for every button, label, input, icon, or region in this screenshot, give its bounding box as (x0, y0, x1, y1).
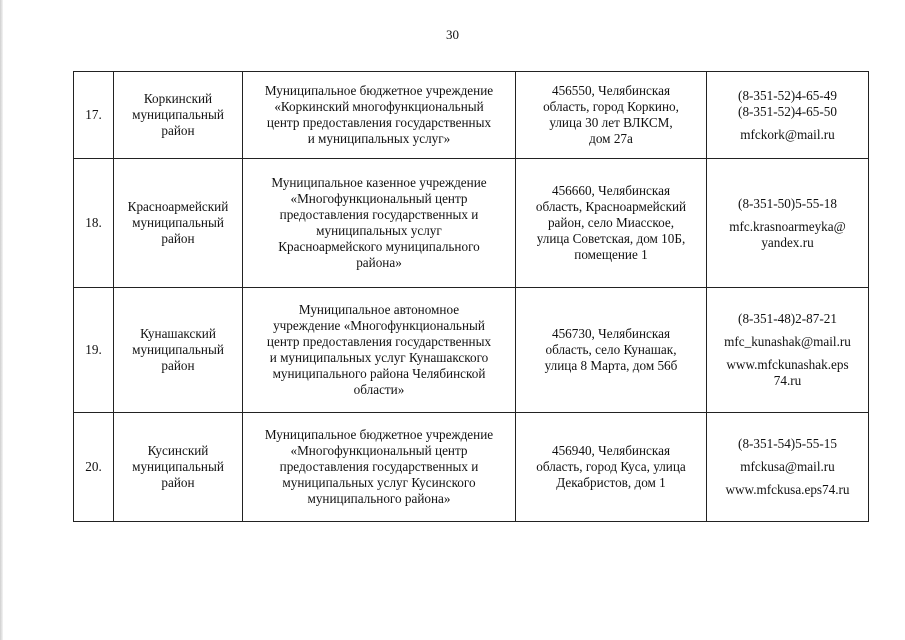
email-link[interactable] (710, 334, 865, 350)
organization-name-line: «Многофункциональный центр (290, 443, 468, 458)
district-cell (114, 159, 243, 288)
address-line: район, село Миасское, (547, 215, 675, 230)
organization-name-line: Муниципальное казенное учреждение (271, 175, 487, 190)
address-line: 456730, Челябинская (551, 326, 671, 341)
organization-name-line: Муниципальное бюджетное учреждение (264, 427, 494, 442)
organization-name-line: центр предоставления государственных (266, 115, 492, 130)
organization-name-line: и муниципальных услуг» (307, 131, 451, 146)
phone-number: (8-351-48)2-87-21 (738, 311, 837, 326)
address-line: улица 30 лет ВЛКСМ, (549, 115, 673, 130)
phone-number: (8-351-50)5-55-18 (738, 195, 837, 211)
district-line: район (161, 475, 195, 490)
organization-name-line: Муниципальное автономное (298, 302, 460, 317)
phone-number: (8-351-52)4-65-50 (738, 103, 837, 119)
district-line: муниципальный (132, 459, 224, 474)
organization-name-cell (243, 72, 516, 159)
district-cell (114, 413, 243, 522)
row-number: 18. (74, 159, 114, 288)
organization-name-cell (243, 159, 516, 288)
district-line: район (161, 358, 195, 373)
organization-name-cell (243, 413, 516, 522)
phone-number: (8-351-54)5-55-15 (738, 436, 837, 451)
organization-name-line: «Коркинский многофункциональный (274, 99, 484, 114)
organization-name-line: учреждение «Многофункциональный (273, 318, 485, 333)
address-line: помещение 1 (574, 247, 648, 262)
website-url: www.mfckunashak.eps (726, 357, 849, 372)
district-cell (114, 72, 243, 159)
address-cell (516, 288, 707, 413)
address-line: 456660, Челябинская (551, 183, 671, 198)
email-address: mfckusa@mail.ru (740, 459, 835, 474)
phone-number: (8-351-52)4-65-49 (738, 87, 837, 103)
address-line: область, Красноармейский (535, 199, 687, 214)
address-line: дом 27а (589, 131, 633, 146)
district-cell (114, 288, 243, 413)
organization-name-line: «Многофункциональный центр (290, 191, 468, 206)
phone-group (710, 436, 865, 452)
email-address: mfc.krasnoarmeyka@ (729, 218, 846, 234)
address-line: область, город Куса, улица (536, 459, 686, 474)
table-row (74, 413, 869, 522)
email-link[interactable] (710, 459, 865, 475)
district-line: Кунашакский (140, 326, 216, 341)
organization-name-cell (243, 288, 516, 413)
address-line: 456940, Челябинская (551, 443, 671, 458)
district-line: Красноармейский (127, 199, 229, 214)
website-url: 74.ru (773, 373, 802, 388)
organization-name-line: и муниципальных услуг Кунашакского (269, 350, 489, 365)
phone-group (710, 196, 865, 212)
district-line: Кусинский (147, 443, 209, 458)
district-line: муниципальный (132, 107, 224, 122)
row-number: 20. (74, 413, 114, 522)
email-address: yandex.ru (761, 234, 814, 250)
phone-group (710, 311, 865, 327)
page-number: 30 (446, 27, 459, 42)
district-line: Коркинский (143, 91, 213, 106)
table-row (74, 72, 869, 159)
address-line: улица 8 Марта, дом 56б (544, 358, 678, 373)
district-line: район (161, 123, 195, 138)
table-row (74, 159, 869, 288)
organization-name-line: муниципальных услуг (316, 223, 442, 238)
district-line: район (161, 231, 195, 246)
email-address: mfc_kunashak@mail.ru (724, 334, 851, 349)
phone-group (710, 88, 865, 120)
organization-name-line: района» (356, 255, 402, 270)
contacts-cell (707, 413, 869, 522)
website-url: www.mfckusa.eps74.ru (725, 482, 850, 497)
organization-name-line: центр предоставления государственных (266, 334, 492, 349)
row-number: 17. (74, 72, 114, 159)
organization-name-line: предоставления государственных и (279, 459, 479, 474)
organization-name-line: муниципальных услуг Кусинского (282, 475, 476, 490)
address-line: область, город Коркино, (543, 99, 679, 114)
address-cell (516, 159, 707, 288)
organization-name-line: муниципального района» (307, 491, 451, 506)
row-number: 19. (74, 288, 114, 413)
address-cell (516, 413, 707, 522)
contacts-cell (707, 159, 869, 288)
scan-left-edge (0, 0, 3, 640)
website-link[interactable] (710, 357, 865, 389)
address-cell (516, 72, 707, 159)
district-line: муниципальный (132, 342, 224, 357)
email-link[interactable] (710, 127, 865, 143)
address-line: область, село Кунашак, (545, 342, 677, 357)
website-link[interactable] (710, 482, 865, 498)
address-line: улица Советская, дом 10Б, (536, 231, 686, 246)
organization-name-line: Красноармейского муниципального (278, 239, 480, 254)
email-address: mfckork@mail.ru (740, 126, 835, 142)
address-line: 456550, Челябинская (551, 83, 671, 98)
email-link[interactable] (710, 219, 865, 251)
address-line: Декабристов, дом 1 (556, 475, 666, 490)
organization-name-line: Муниципальное бюджетное учреждение (264, 83, 494, 98)
table-row (74, 288, 869, 413)
mfc-table (73, 71, 869, 522)
contacts-cell (707, 288, 869, 413)
organization-name-line: области» (353, 382, 405, 397)
contacts-cell (707, 72, 869, 159)
district-line: муниципальный (132, 215, 224, 230)
organization-name-line: предоставления государственных и (279, 207, 479, 222)
organization-name-line: муниципального района Челябинской (272, 366, 486, 381)
table-body (74, 72, 869, 522)
